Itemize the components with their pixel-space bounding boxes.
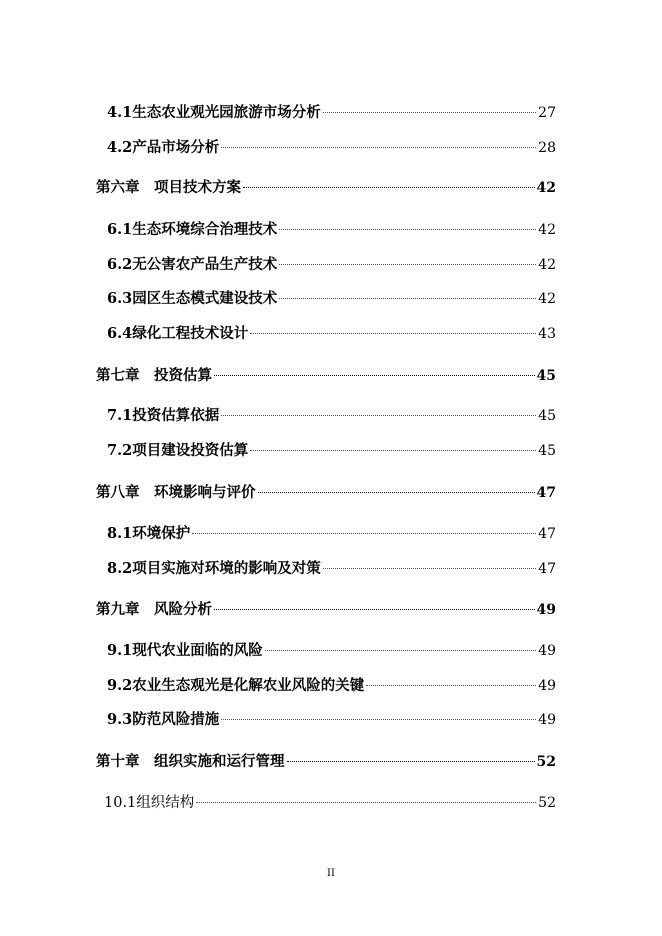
dot-leader [243,187,535,188]
toc-entry-page: 52 [536,754,556,770]
dot-leader [250,450,536,451]
toc-entry-7-2[interactable] [107,440,556,462]
toc-entry-label: 6.3园区生态模式建设技术 [107,290,278,307]
dot-leader [214,609,535,610]
toc-entry-6-3[interactable] [107,288,556,310]
toc-entry-label: 4.1生态农业观光园旅游市场分析 [107,104,321,121]
toc-entry-page: 49 [538,643,556,659]
toc-entry-8-1[interactable] [107,523,556,545]
toc-entry-4-1[interactable] [107,102,556,124]
toc-entry-page: 42 [536,180,556,196]
toc-entry-9-3[interactable] [107,709,556,731]
toc-entry-page: 47 [538,526,556,542]
dot-leader [196,802,536,803]
dot-leader [250,333,536,334]
dot-leader [287,761,535,762]
toc-entry-label: 6.2无公害农产品生产技术 [107,256,278,273]
dot-leader [265,650,536,651]
toc-entry-page: 42 [538,291,556,307]
toc-entry-6-1[interactable] [107,219,556,241]
toc-chapter-7[interactable] [96,365,556,387]
toc-entry-4-2[interactable] [107,137,556,159]
toc-entry-label: 6.4绿化工程技术设计 [107,325,249,342]
toc-entry-page: 49 [536,602,556,618]
toc-entry-page: 43 [538,326,556,342]
toc-entry-label: 9.1现代农业面临的风险 [107,642,263,659]
dot-leader [279,298,536,299]
toc-entry-label: 第八章 环境影响与评价 [96,484,256,501]
toc-entry-page: 28 [538,140,556,156]
toc-entry-page: 45 [538,443,556,459]
toc-entry-page: 45 [538,408,556,424]
toc-entry-9-1[interactable] [107,640,556,662]
toc-entry-page: 27 [538,105,556,121]
toc-entry-9-2[interactable] [107,675,556,697]
toc-entry-page: 49 [538,712,556,728]
toc-entry-7-1[interactable] [107,405,556,427]
toc-entry-8-2[interactable] [107,558,556,580]
dot-leader [279,264,536,265]
dot-leader [221,719,536,720]
toc-entry-label: 7.1投资估算依据 [107,407,220,424]
toc-entry-label: 第九章 风险分析 [96,601,212,618]
dot-leader [279,229,536,230]
toc-entry-label: 6.1生态环境综合治理技术 [107,221,278,238]
toc-entry-page: 49 [538,678,556,694]
toc-entry-label: 8.1环境保护 [107,525,191,542]
dot-leader [323,112,536,113]
dot-leader [214,375,535,376]
toc-entry-page: 47 [536,485,556,501]
toc-entry-label: 10.1组织结构 [104,795,195,811]
dot-leader [192,533,536,534]
toc-entry-label: 4.2产品市场分析 [107,139,220,156]
toc-entry-page: 47 [538,561,556,577]
toc-entry-label: 第七章 投资估算 [96,367,212,384]
toc-chapter-6[interactable] [96,177,556,199]
toc-entry-page: 52 [538,795,556,811]
toc-entry-label: 9.2农业生态观光是化解农业风险的关键 [107,677,365,694]
toc-entry-6-4[interactable] [107,323,556,345]
page-number: II [327,868,335,879]
toc-entry-10-1[interactable] [104,792,556,814]
dot-leader [258,492,535,493]
toc-entry-label: 第六章 项目技术方案 [96,179,241,196]
toc-entry-6-2[interactable] [107,254,556,276]
toc-entry-label: 7.2项目建设投资估算 [107,442,249,459]
toc-chapter-9[interactable] [96,599,556,621]
toc-entry-page: 42 [538,222,556,238]
toc-chapter-10[interactable] [96,751,556,773]
toc-entry-page: 42 [538,257,556,273]
dot-leader [221,415,536,416]
dot-leader [221,147,536,148]
toc-entry-page: 45 [536,368,556,384]
toc-entry-label: 8.2项目实施对环境的影响及对策 [107,560,321,577]
dot-leader [366,685,536,686]
toc-chapter-8[interactable] [96,482,556,504]
toc-entry-label: 第十章 组织实施和运行管理 [96,753,285,770]
dot-leader [323,568,536,569]
toc-entry-label: 9.3防范风险措施 [107,711,220,728]
